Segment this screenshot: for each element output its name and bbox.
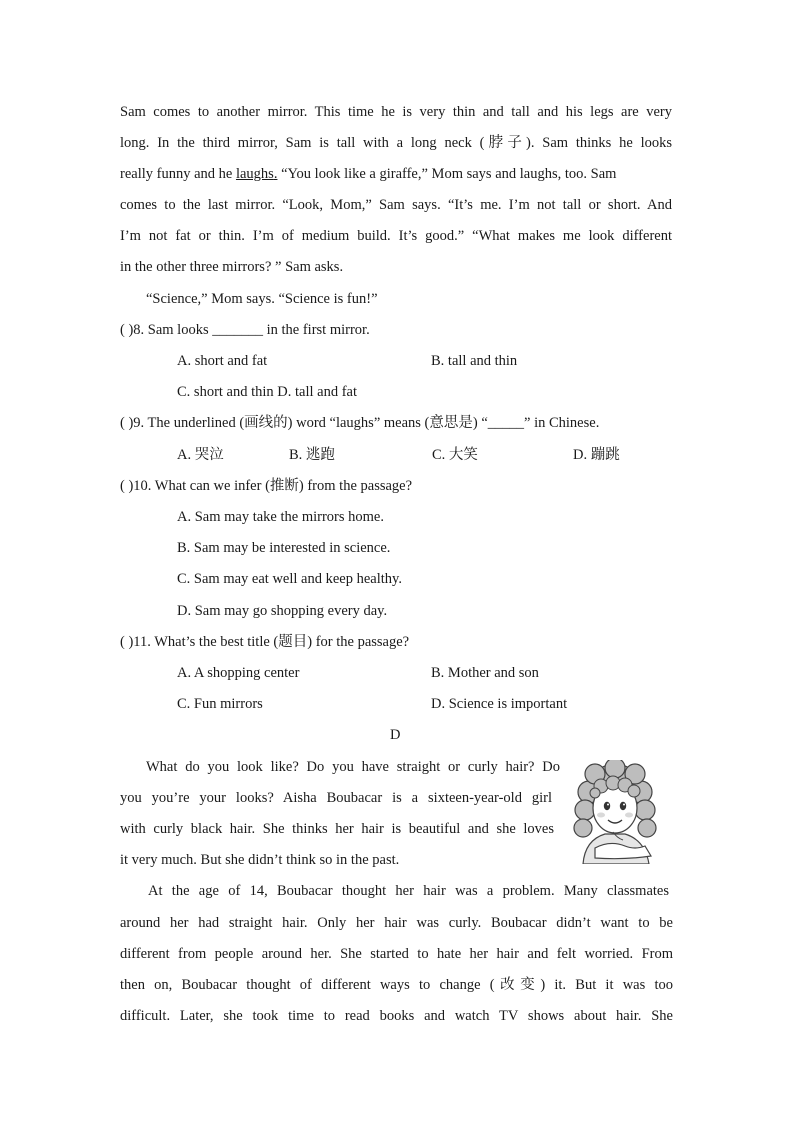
- question-9-stem: ( )9. The underlined (画线的) word “laughs” means (意思是) “_____” in Chinese.: [120, 415, 600, 431]
- question-10-stem: ( )10. What can we infer (推断) from the passage?: [120, 478, 413, 494]
- section-d-line-1: What do you look like? Do you have straight or curly hair? Do: [146, 759, 560, 775]
- question-8-option-a: A. short and fat: [177, 353, 268, 369]
- section-d-line-9: difficult. Later, she took time to read books and watch TV shows about hair. She: [120, 1008, 673, 1024]
- question-10-option-b: B. Sam may be interested in science.: [177, 540, 391, 556]
- passage-c-line-6: in the other three mirrors? ” Sam asks.: [120, 259, 344, 275]
- section-d-line-8: then on, Boubacar thought of different ways to change (改变) it. But it was too: [120, 977, 673, 993]
- question-8-options-c-d: C. short and thin D. tall and fat: [177, 384, 358, 400]
- section-d-line-5: At the age of 14, Boubacar thought her hair was a problem. Many classmates: [148, 883, 669, 899]
- passage-c-line-4: comes to the last mirror. “Look, Mom,” Sam says. “It’s me. I’m not tall or short. And: [120, 197, 672, 213]
- passage-c-line-5: I’m not fat or thin. I’m of medium build. It’s good.” “What makes me look different: [120, 228, 672, 244]
- passage-c-line-7: “Science,” Mom says. “Science is fun!”: [146, 291, 378, 307]
- passage-c-line-3: [120, 164, 672, 184]
- section-d-line-2: you you’re your looks? Aisha Boubacar is a sixteen-year-old girl: [120, 790, 552, 806]
- question-11-option-d: D. Science is important: [431, 696, 568, 712]
- passage-c-line-1: Sam comes to another mirror. This time he is very thin and tall and his legs are very: [120, 104, 672, 120]
- question-9-option-c: C. 大笑: [432, 447, 478, 463]
- passage-c-line-3-rest: “You look like a giraffe,” Mom says and laughs, too. Sam: [281, 166, 617, 182]
- passage-c-line-2: long. In the third mirror, Sam is tall with a long neck (脖子). Sam thinks he looks: [120, 135, 672, 151]
- question-9-option-a: A. 哭泣: [177, 447, 224, 463]
- section-d-line-7: different from people around her. She started to hate her hair and felt worried. From: [120, 946, 673, 962]
- question-11-option-c: C. Fun mirrors: [177, 696, 263, 712]
- question-8-option-b: B. tall and thin: [431, 353, 518, 369]
- question-11-option-a: A. A shopping center: [177, 665, 300, 681]
- section-d-line-4: it very much. But she didn’t think so in the past.: [120, 852, 400, 868]
- question-10-option-a: A. Sam may take the mirrors home.: [177, 509, 384, 525]
- question-8-stem: ( )8. Sam looks _______ in the first mirror.: [120, 322, 370, 338]
- question-10-option-c: C. Sam may eat well and keep healthy.: [177, 571, 402, 587]
- question-10-option-d: D. Sam may go shopping every day.: [177, 603, 388, 619]
- section-d-heading: D: [390, 727, 401, 743]
- question-9-option-d: D. 蹦跳: [573, 447, 620, 463]
- question-11-option-b: B. Mother and son: [431, 665, 539, 681]
- section-d-line-6: around her had straight hair. Only her hair was curly. Boubacar didn’t want to be: [120, 915, 673, 931]
- girl-illustration: [565, 760, 665, 864]
- section-d-line-3: with curly black hair. She thinks her hair is beautiful and she loves: [120, 821, 554, 837]
- underlined-word-dot: .: [273, 166, 278, 182]
- passage-c-line-3-prefix: really funny and he: [120, 166, 233, 182]
- question-11-stem: ( )11. What’s the best title (题目) for the passage?: [120, 634, 410, 650]
- underlined-word-laughs: laughs: [235, 166, 274, 182]
- question-9-option-b: B. 逃跑: [289, 447, 335, 463]
